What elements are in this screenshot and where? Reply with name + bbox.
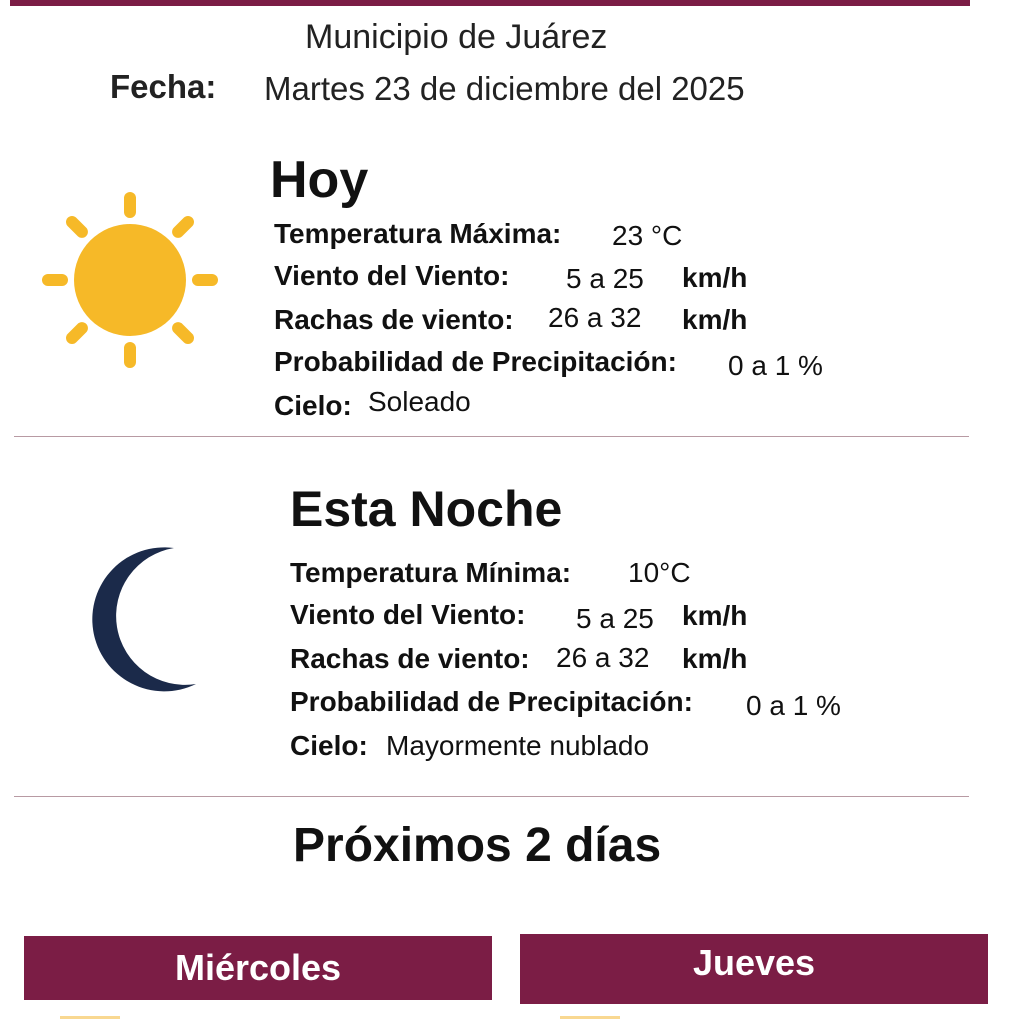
tonight-gusts-value: 26 a 32 xyxy=(556,642,650,673)
tonight-min-temp-label: Temperatura Mínima: xyxy=(290,557,572,588)
date-value: Martes 23 de diciembre del 2025 xyxy=(264,70,745,107)
today-wind-unit: km/h xyxy=(682,262,748,293)
tonight-precip-value: 0 a 1 % xyxy=(746,690,841,721)
next-days-title: Próximos 2 días xyxy=(293,819,662,872)
municipality-title: Municipio de Juárez xyxy=(305,18,608,56)
tonight-sky-label: Cielo: xyxy=(290,730,368,761)
tab-label: Jueves xyxy=(692,942,816,983)
sun-icon xyxy=(30,178,230,378)
tonight-precip-label: Probabilidad de Precipitación: xyxy=(290,686,693,717)
today-gusts-unit: km/h xyxy=(682,304,748,335)
today-gusts-label: Rachas de viento: xyxy=(274,304,514,335)
divider xyxy=(14,436,969,437)
date-label: Fecha: xyxy=(110,68,217,105)
sun-icon xyxy=(560,1016,620,1019)
moon-icon xyxy=(62,538,222,708)
tonight-gusts-unit: km/h xyxy=(682,643,748,674)
today-gusts-value: 26 a 32 xyxy=(548,302,642,333)
today-sky-label: Cielo: xyxy=(274,390,352,421)
tonight-gusts-label: Rachas de viento: xyxy=(290,643,530,674)
today-precip-value: 0 a 1 % xyxy=(728,350,823,381)
tonight-min-temp-value: 10°C xyxy=(628,557,691,588)
tab-jueves[interactable] xyxy=(520,934,988,1004)
tab-label: Miércoles xyxy=(174,947,342,988)
tab-miercoles[interactable] xyxy=(24,936,492,1000)
tonight-sky-value: Mayormente nublado xyxy=(386,730,650,761)
top-accent-bar xyxy=(10,0,970,6)
divider xyxy=(14,796,969,797)
sun-icon xyxy=(60,1016,120,1019)
today-wind-value: 5 a 25 xyxy=(566,263,644,294)
tonight-wind-value: 5 a 25 xyxy=(576,603,654,634)
today-wind-label: Viento del Viento: xyxy=(274,260,510,291)
today-precip-label: Probabilidad de Precipitación: xyxy=(274,346,677,377)
today-sky-value: Soleado xyxy=(368,386,471,417)
today-max-temp-value: 23 °C xyxy=(612,220,683,251)
today-max-temp-label: Temperatura Máxima: xyxy=(274,218,562,249)
tonight-wind-unit: km/h xyxy=(682,600,748,631)
today-heading: Hoy xyxy=(270,151,369,209)
tonight-wind-label: Viento del Viento: xyxy=(290,599,526,630)
tonight-heading: Esta Noche xyxy=(290,481,563,537)
